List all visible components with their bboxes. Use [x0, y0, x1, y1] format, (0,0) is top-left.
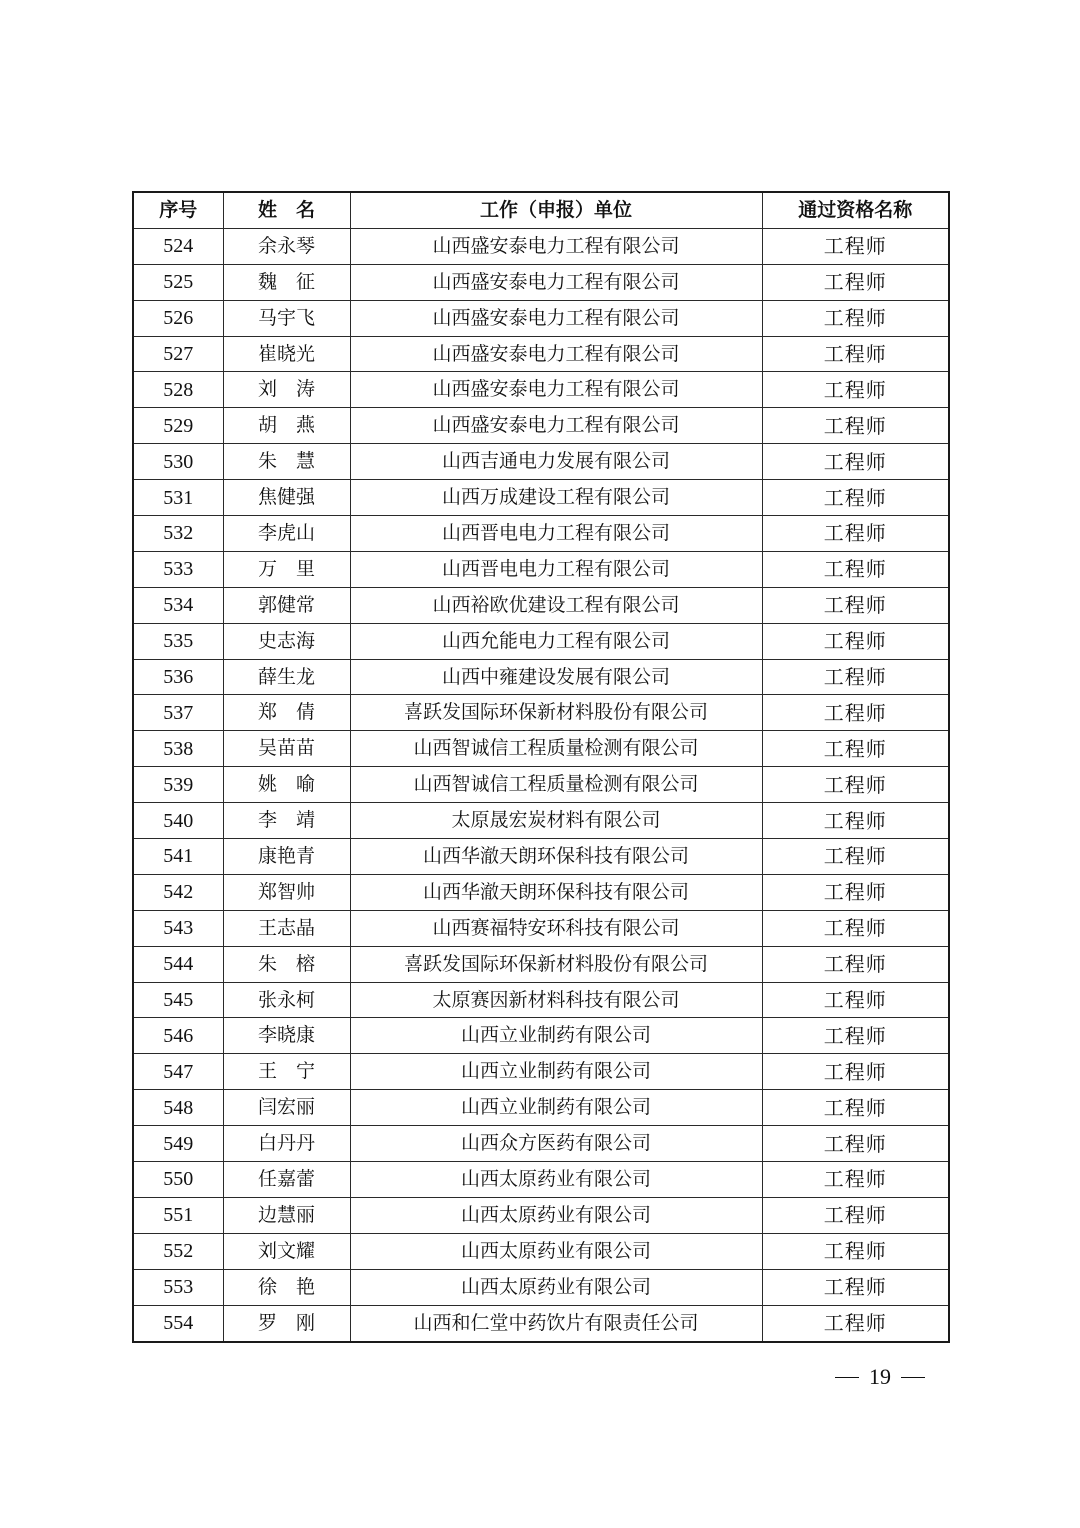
cell-qualification: 工程师 — [762, 444, 949, 480]
table-row — [133, 228, 949, 264]
table-row — [133, 1233, 949, 1269]
cell-name: 郭健常 — [223, 587, 350, 623]
cell-serial-number: 542 — [133, 874, 223, 910]
cell-name: 王志晶 — [223, 910, 350, 946]
cell-name: 李虎山 — [223, 516, 350, 552]
table-row — [133, 767, 949, 803]
cell-qualification: 工程师 — [762, 408, 949, 444]
cell-qualification: 工程师 — [762, 1162, 949, 1198]
cell-unit: 太原晟宏炭材料有限公司 — [350, 803, 762, 839]
cell-serial-number: 544 — [133, 946, 223, 982]
cell-unit: 山西中雍建设发展有限公司 — [350, 659, 762, 695]
cell-unit: 山西万成建设工程有限公司 — [350, 480, 762, 516]
cell-name: 徐 艳 — [223, 1269, 350, 1305]
cell-name: 张永柯 — [223, 982, 350, 1018]
cell-unit: 山西立业制药有限公司 — [350, 1018, 762, 1054]
cell-qualification: 工程师 — [762, 731, 949, 767]
page-number-right-dash — [901, 1377, 925, 1378]
table-row — [133, 1269, 949, 1305]
cell-unit: 喜跃发国际环保新材料股份有限公司 — [350, 695, 762, 731]
table-body — [133, 228, 949, 1341]
cell-name: 马宇飞 — [223, 300, 350, 336]
cell-unit: 山西太原药业有限公司 — [350, 1197, 762, 1233]
cell-serial-number: 543 — [133, 910, 223, 946]
cell-unit: 山西智诚信工程质量检测有限公司 — [350, 767, 762, 803]
header-no: 序号 — [133, 192, 223, 228]
cell-serial-number: 532 — [133, 516, 223, 552]
table-row — [133, 946, 949, 982]
table-row — [133, 1054, 949, 1090]
table-row — [133, 1162, 949, 1198]
cell-name: 史志海 — [223, 623, 350, 659]
cell-serial-number: 549 — [133, 1126, 223, 1162]
table-row — [133, 623, 949, 659]
cell-name: 焦健强 — [223, 480, 350, 516]
cell-qualification: 工程师 — [762, 982, 949, 1018]
table-row — [133, 1197, 949, 1233]
cell-qualification: 工程师 — [762, 228, 949, 264]
cell-serial-number: 526 — [133, 300, 223, 336]
cell-qualification: 工程师 — [762, 1126, 949, 1162]
cell-name: 薛生龙 — [223, 659, 350, 695]
cell-serial-number: 535 — [133, 623, 223, 659]
cell-qualification: 工程师 — [762, 300, 949, 336]
table-row — [133, 839, 949, 875]
table-row — [133, 910, 949, 946]
cell-qualification: 工程师 — [762, 1054, 949, 1090]
cell-qualification: 工程师 — [762, 874, 949, 910]
cell-unit: 山西允能电力工程有限公司 — [350, 623, 762, 659]
table-row — [133, 803, 949, 839]
cell-qualification: 工程师 — [762, 1090, 949, 1126]
cell-serial-number: 527 — [133, 336, 223, 372]
cell-serial-number: 548 — [133, 1090, 223, 1126]
cell-qualification: 工程师 — [762, 623, 949, 659]
cell-unit: 山西盛安泰电力工程有限公司 — [350, 408, 762, 444]
cell-unit: 喜跃发国际环保新材料股份有限公司 — [350, 946, 762, 982]
cell-name: 余永琴 — [223, 228, 350, 264]
cell-serial-number: 537 — [133, 695, 223, 731]
cell-serial-number: 547 — [133, 1054, 223, 1090]
cell-serial-number: 528 — [133, 372, 223, 408]
cell-serial-number: 529 — [133, 408, 223, 444]
cell-name: 边慧丽 — [223, 1197, 350, 1233]
cell-name: 李晓康 — [223, 1018, 350, 1054]
cell-qualification: 工程师 — [762, 336, 949, 372]
cell-serial-number: 541 — [133, 839, 223, 875]
cell-unit: 山西和仁堂中药饮片有限责任公司 — [350, 1305, 762, 1341]
cell-serial-number: 550 — [133, 1162, 223, 1198]
cell-serial-number: 533 — [133, 551, 223, 587]
cell-name: 闫宏丽 — [223, 1090, 350, 1126]
table-header — [133, 192, 949, 228]
cell-name: 郑 倩 — [223, 695, 350, 731]
header-unit: 工作（申报）单位 — [350, 192, 762, 228]
cell-serial-number: 546 — [133, 1018, 223, 1054]
cell-qualification: 工程师 — [762, 587, 949, 623]
cell-name: 朱 慧 — [223, 444, 350, 480]
cell-qualification: 工程师 — [762, 1233, 949, 1269]
cell-qualification: 工程师 — [762, 1305, 949, 1341]
cell-qualification: 工程师 — [762, 516, 949, 552]
table-row — [133, 1305, 949, 1341]
cell-serial-number: 545 — [133, 982, 223, 1018]
cell-unit: 山西盛安泰电力工程有限公司 — [350, 300, 762, 336]
cell-unit: 山西赛福特安环科技有限公司 — [350, 910, 762, 946]
cell-unit: 山西立业制药有限公司 — [350, 1054, 762, 1090]
cell-qualification: 工程师 — [762, 659, 949, 695]
cell-qualification: 工程师 — [762, 1269, 949, 1305]
cell-qualification: 工程师 — [762, 551, 949, 587]
cell-unit: 山西晋电电力工程有限公司 — [350, 516, 762, 552]
cell-serial-number: 525 — [133, 264, 223, 300]
cell-qualification: 工程师 — [762, 946, 949, 982]
table-row — [133, 587, 949, 623]
header-name: 姓 名 — [223, 192, 350, 228]
page-number-left-dash — [835, 1377, 859, 1378]
cell-unit: 山西太原药业有限公司 — [350, 1162, 762, 1198]
cell-unit: 山西华澈天朗环保科技有限公司 — [350, 874, 762, 910]
table-row — [133, 731, 949, 767]
qualification-roster-table — [132, 191, 950, 1343]
cell-name: 崔晓光 — [223, 336, 350, 372]
cell-qualification: 工程师 — [762, 695, 949, 731]
table-row — [133, 1018, 949, 1054]
cell-name: 王 宁 — [223, 1054, 350, 1090]
table-row — [133, 264, 949, 300]
table-row — [133, 336, 949, 372]
cell-serial-number: 534 — [133, 587, 223, 623]
cell-qualification: 工程师 — [762, 767, 949, 803]
cell-unit: 山西众方医药有限公司 — [350, 1126, 762, 1162]
cell-qualification: 工程师 — [762, 839, 949, 875]
cell-qualification: 工程师 — [762, 803, 949, 839]
table-row — [133, 516, 949, 552]
cell-serial-number: 553 — [133, 1269, 223, 1305]
table-row — [133, 1090, 949, 1126]
page-number — [820, 1362, 940, 1392]
table-row — [133, 408, 949, 444]
table-row — [133, 300, 949, 336]
cell-serial-number: 531 — [133, 480, 223, 516]
cell-name: 姚 喻 — [223, 767, 350, 803]
cell-unit: 山西盛安泰电力工程有限公司 — [350, 228, 762, 264]
cell-qualification: 工程师 — [762, 910, 949, 946]
cell-qualification: 工程师 — [762, 372, 949, 408]
cell-unit: 山西智诚信工程质量检测有限公司 — [350, 731, 762, 767]
cell-qualification: 工程师 — [762, 480, 949, 516]
cell-unit: 山西盛安泰电力工程有限公司 — [350, 336, 762, 372]
cell-qualification: 工程师 — [762, 264, 949, 300]
cell-name: 李 靖 — [223, 803, 350, 839]
cell-unit: 太原赛因新材料科技有限公司 — [350, 982, 762, 1018]
cell-serial-number: 538 — [133, 731, 223, 767]
cell-name: 万 里 — [223, 551, 350, 587]
cell-unit: 山西盛安泰电力工程有限公司 — [350, 372, 762, 408]
table-row — [133, 480, 949, 516]
table-row — [133, 444, 949, 480]
cell-serial-number: 540 — [133, 803, 223, 839]
cell-name: 康艳青 — [223, 839, 350, 875]
table-row — [133, 551, 949, 587]
cell-name: 胡 燕 — [223, 408, 350, 444]
cell-name: 任嘉蕾 — [223, 1162, 350, 1198]
cell-unit: 山西盛安泰电力工程有限公司 — [350, 264, 762, 300]
cell-unit: 山西华澈天朗环保科技有限公司 — [350, 839, 762, 875]
cell-unit: 山西太原药业有限公司 — [350, 1233, 762, 1269]
cell-serial-number: 551 — [133, 1197, 223, 1233]
cell-name: 郑智帅 — [223, 874, 350, 910]
table-row — [133, 1126, 949, 1162]
table-row — [133, 659, 949, 695]
cell-name: 刘 涛 — [223, 372, 350, 408]
cell-name: 罗 刚 — [223, 1305, 350, 1341]
header-row — [133, 192, 949, 228]
cell-name: 刘文耀 — [223, 1233, 350, 1269]
cell-unit: 山西立业制药有限公司 — [350, 1090, 762, 1126]
page-number-value: 19 — [869, 1364, 891, 1389]
cell-serial-number: 536 — [133, 659, 223, 695]
cell-qualification: 工程师 — [762, 1018, 949, 1054]
cell-name: 魏 征 — [223, 264, 350, 300]
table-row — [133, 874, 949, 910]
table-row — [133, 695, 949, 731]
header-qualification: 通过资格名称 — [762, 192, 949, 228]
table-row — [133, 982, 949, 1018]
cell-qualification: 工程师 — [762, 1197, 949, 1233]
cell-serial-number: 530 — [133, 444, 223, 480]
cell-serial-number: 552 — [133, 1233, 223, 1269]
cell-serial-number: 524 — [133, 228, 223, 264]
table-row — [133, 372, 949, 408]
cell-serial-number: 539 — [133, 767, 223, 803]
cell-unit: 山西太原药业有限公司 — [350, 1269, 762, 1305]
cell-name: 吴苗苗 — [223, 731, 350, 767]
cell-unit: 山西裕欧优建设工程有限公司 — [350, 587, 762, 623]
cell-unit: 山西晋电电力工程有限公司 — [350, 551, 762, 587]
cell-name: 白丹丹 — [223, 1126, 350, 1162]
cell-unit: 山西吉通电力发展有限公司 — [350, 444, 762, 480]
cell-name: 朱 榕 — [223, 946, 350, 982]
cell-serial-number: 554 — [133, 1305, 223, 1341]
